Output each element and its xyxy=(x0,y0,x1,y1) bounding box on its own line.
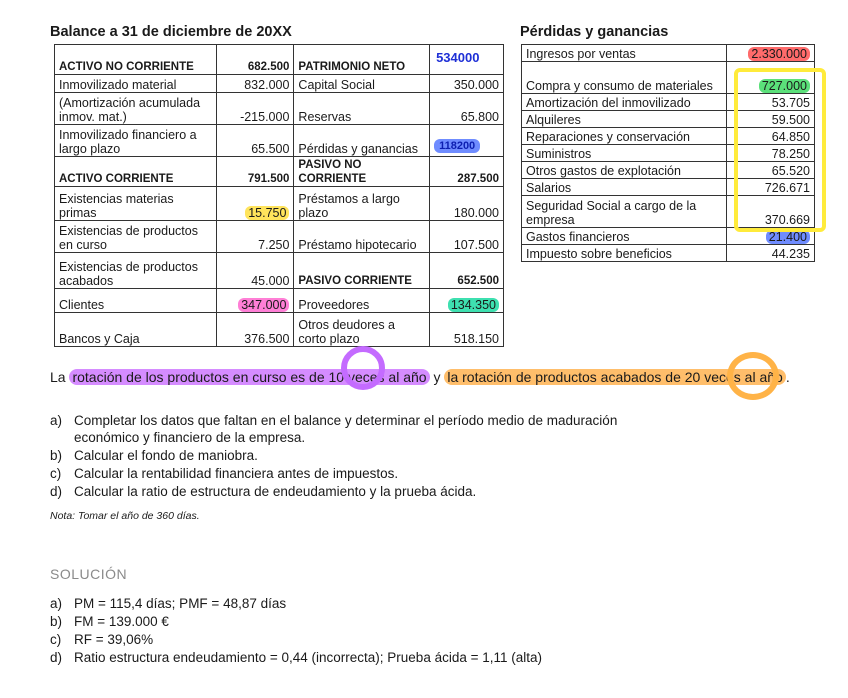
balance-cell xyxy=(216,289,294,313)
balance-cell: 65.800 xyxy=(430,93,504,125)
pyg-value: 78.250 xyxy=(727,145,815,162)
purple-circle-annotation xyxy=(341,346,385,390)
pyg-label: Alquileres xyxy=(522,111,727,128)
highlighted-value: 2.330.000 xyxy=(748,47,810,61)
balance-cell: Inmovilizado material xyxy=(55,75,217,93)
highlighted-value: 21.400 xyxy=(766,230,810,244)
balance-cell: 65.500 xyxy=(216,125,294,157)
statement-text: La xyxy=(50,369,70,385)
pyg-label: Salarios xyxy=(522,179,727,196)
pyg-value: 53.705 xyxy=(727,94,815,111)
solution-item: a) PM = 115,4 días; PMF = 48,87 días xyxy=(50,596,287,611)
balance-cell: Existencias materias primas xyxy=(55,187,217,221)
balance-cell: 180.000 xyxy=(430,187,504,221)
balance-cell xyxy=(430,45,504,75)
solution-item: c) RF = 39,06% xyxy=(50,632,154,647)
question-item: d) Calcular la ratio de estructura de endeudamiento y la prueba ácida. xyxy=(50,484,477,499)
balance-cell: 376.500 xyxy=(216,313,294,347)
balance-title: Balance a 31 de diciembre de 20XX xyxy=(50,24,292,40)
balance-cell: Bancos y Caja xyxy=(55,313,217,347)
balance-cell: PATRIMONIO NETO xyxy=(294,45,430,75)
statement-line-1 xyxy=(50,368,790,386)
balance-cell: Reservas xyxy=(294,93,430,125)
solution-item: b) FM = 139.000 € xyxy=(50,614,169,629)
balance-cell: 652.500 xyxy=(430,253,504,289)
pyg-value xyxy=(727,45,815,62)
balance-cell: 287.500 xyxy=(430,157,504,187)
balance-cell: ACTIVO CORRIENTE xyxy=(55,157,217,187)
highlighted-value: 727.000 xyxy=(759,79,810,93)
statement-text: y xyxy=(429,369,445,385)
balance-cell: 682.500 xyxy=(216,45,294,75)
highlight-orange: la rotación de productos acabados de 20 veces al año xyxy=(444,369,785,385)
balance-cell: 350.000 xyxy=(430,75,504,93)
pyg-label: Reparaciones y conservación xyxy=(522,128,727,145)
handwritten-perdidas-ganancias: 118200 xyxy=(434,139,480,153)
solution-heading: SOLUCIÓN xyxy=(50,566,128,582)
yellow-bracket-annotation xyxy=(734,68,826,232)
balance-cell: Pérdidas y ganancias xyxy=(294,125,430,157)
balance-cell: Préstamos a largo plazo xyxy=(294,187,430,221)
pyg-label: Impuesto sobre beneficios xyxy=(522,245,727,262)
pyg-value: 370.669 xyxy=(727,196,815,228)
balance-cell: 107.500 xyxy=(430,221,504,253)
pyg-label: Suministros xyxy=(522,145,727,162)
balance-cell: 832.000 xyxy=(216,75,294,93)
balance-cell: -215.000 xyxy=(216,93,294,125)
balance-cell: ACTIVO NO CORRIENTE xyxy=(55,45,217,75)
pyg-value: 44.235 xyxy=(727,245,815,262)
pyg-title: Pérdidas y ganancias xyxy=(520,24,669,40)
question-item: a) Completar los datos que faltan en el balance y determinar el período medio de maduración xyxy=(50,413,618,428)
question-item: b) Calcular el fondo de maniobra. xyxy=(50,448,258,463)
pyg-value: 59.500 xyxy=(727,111,815,128)
balance-cell: 45.000 xyxy=(216,253,294,289)
balance-cell: 518.150 xyxy=(430,313,504,347)
balance-cell xyxy=(430,289,504,313)
balance-table xyxy=(54,44,504,347)
pyg-label: Compra y consumo de materiales xyxy=(522,62,727,94)
highlighted-value: 134.350 xyxy=(448,298,499,312)
question-item: c) Calcular la rentabilidad financiera antes de impuestos. xyxy=(50,466,399,481)
pyg-label: Amortización del inmovilizado xyxy=(522,94,727,111)
pyg-label: Gastos financieros xyxy=(522,228,727,245)
balance-cell: Otros deudores a corto plazo xyxy=(294,313,430,347)
orange-circle-annotation xyxy=(727,352,779,400)
balance-cell: Inmovilizado financiero a largo plazo xyxy=(55,125,217,157)
balance-cell: PASIVO CORRIENTE xyxy=(294,253,430,289)
pyg-label: Otros gastos de explotación xyxy=(522,162,727,179)
statement-text: . xyxy=(785,369,790,385)
balance-cell: 791.500 xyxy=(216,157,294,187)
balance-cell: Capital Social xyxy=(294,75,430,93)
balance-cell: 7.250 xyxy=(216,221,294,253)
balance-cell: Existencias de productos acabados xyxy=(55,253,217,289)
question-item: económico y financiero de la empresa. xyxy=(74,430,306,445)
note: Nota: Tomar el año de 360 días. xyxy=(50,510,200,522)
solution-item: d) Ratio estructura endeudamiento = 0,44 (incorrecta); Prueba ácida = 1,11 (alta) xyxy=(50,650,543,665)
balance-cell: Existencias de productos en curso xyxy=(55,221,217,253)
balance-cell: Préstamo hipotecario xyxy=(294,221,430,253)
balance-cell: (Amortización acumulada inmov. mat.) xyxy=(55,93,217,125)
pyg-label: Seguridad Social a cargo de la empresa xyxy=(522,196,727,228)
highlight-purple: rotación de los productos en curso es de 10 veces al año xyxy=(69,369,429,385)
balance-cell xyxy=(216,187,294,221)
balance-cell: PASIVO NO CORRIENTE xyxy=(294,157,430,187)
balance-cell xyxy=(430,125,504,157)
balance-cell: Proveedores xyxy=(294,289,430,313)
pyg-label: Ingresos por ventas xyxy=(522,45,727,62)
highlighted-value: 15.750 xyxy=(245,206,289,220)
handwritten-patrimonio-neto: 534000 xyxy=(436,50,480,65)
pyg-value: 65.520 xyxy=(727,162,815,179)
pyg-value: 64.850 xyxy=(727,128,815,145)
balance-cell: Clientes xyxy=(55,289,217,313)
pyg-value: 726.671 xyxy=(727,179,815,196)
highlighted-value: 347.000 xyxy=(238,298,289,312)
